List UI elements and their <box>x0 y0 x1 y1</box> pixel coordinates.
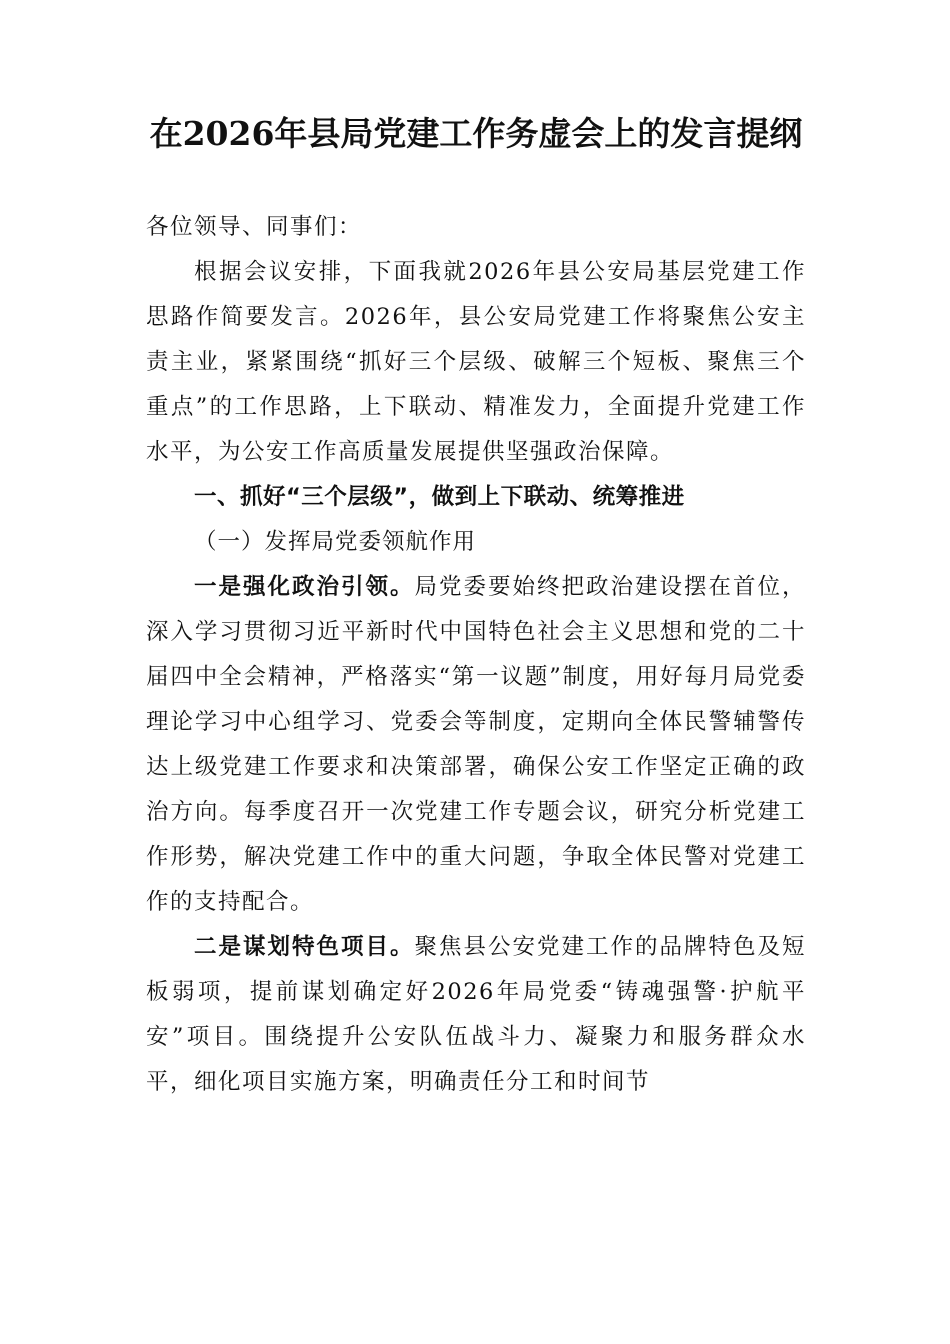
item-lead: 二是谋划特色项目。 <box>194 934 415 960</box>
document-title: 在2026年县局党建工作务虚会上的发言提纲 <box>149 114 803 153</box>
section-heading: 一、抓好“三个层级”，做到上下联动、统筹推进 <box>194 484 685 510</box>
salutation: 各位领导、同事们： <box>146 214 363 240</box>
subsection-heading: （一）发挥局党委领航作用 <box>194 529 477 555</box>
item-lead: 一是强化政治引领。 <box>194 574 415 600</box>
item-text: 局党委要始终把政治建设摆在首位，深入学习贯彻习近平新时代中国特色社会主义思想和党的二十届四中全会精神，严格落实“第一议题”制度，用好每月局党委理论学习中心组学习、党委会等制度，定期向全体民警辅警传达上级党建工作要求和决策部署，确保公安工作坚定正确的政治方向。每季度召开一次党建工作专题会议，研究分析党建工作形势，解决党建工作中的重大问题，争取全体民警对党建工作的支持配合。 <box>146 574 806 915</box>
document-page <box>146 110 806 1105</box>
paragraph-item-2 <box>146 925 806 1105</box>
document-body <box>146 205 806 1105</box>
item-text: 聚焦县公安党建工作的品牌特色及短板弱项，提前谋划确定好2026年局党委“铸魂强警·护航平安”项目。围绕提升公安队伍战斗力、凝聚力和服务群众水平，细化项目实施方案，明确责任分工和时间节 <box>146 934 806 1095</box>
intro-paragraph: 根据会议安排，下面我就2026年县公安局基层党建工作思路作简要发言。2026年，县公安局党建工作将聚焦公安主责主业，紧紧围绕“抓好三个层级、破解三个短板、聚焦三个重点”的工作思路，上下联动、精准发力，全面提升党建工作水平，为公安工作高质量发展提供坚强政治保障。 <box>146 259 806 465</box>
paragraph-item-1 <box>146 565 806 925</box>
